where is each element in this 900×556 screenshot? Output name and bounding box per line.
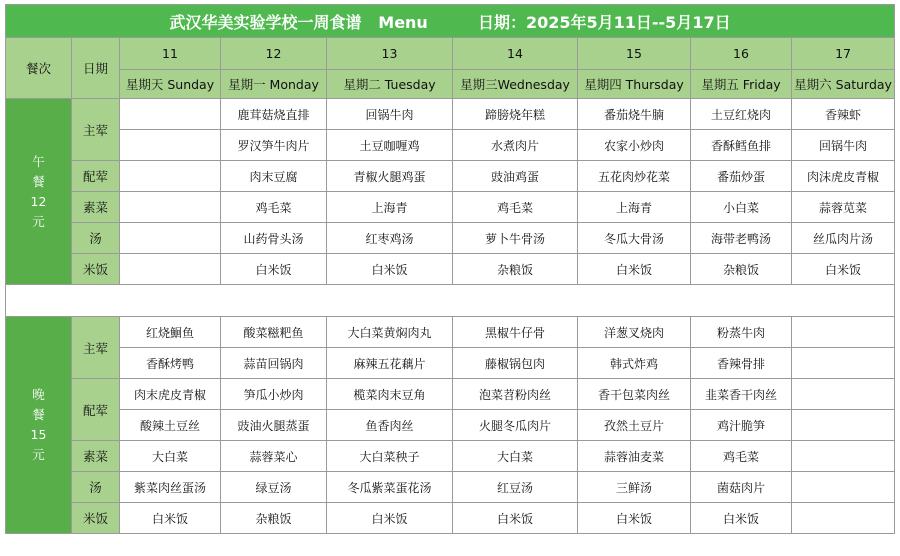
dish-cell: 回锅牛肉 [792,130,895,161]
dish-cell [120,161,221,192]
day-number-3: 14 [453,38,578,70]
table-row [6,130,895,161]
dish-cell: 冬瓜大骨汤 [578,223,691,254]
dinner-label-line: 餐 [32,407,45,422]
dinner-category-side: 配荤 [72,379,120,441]
table-row [6,348,895,379]
dish-cell: 红枣鸡汤 [327,223,453,254]
day-name-2: 星期二 Tuesday [327,70,453,99]
table-row [6,317,895,348]
dish-cell: 罗汉笋牛肉片 [221,130,327,161]
dish-cell: 洋葱叉烧肉 [578,317,691,348]
dinner-category-rice: 米饭 [72,503,120,534]
dish-cell: 杂粮饭 [691,254,792,285]
dish-cell: 上海青 [327,192,453,223]
dish-cell: 蒜蓉苋菜 [792,192,895,223]
day-name-6: 星期六 Saturday [792,70,895,99]
dish-cell: 韩式炸鸡 [578,348,691,379]
dish-cell: 蒜蓉菜心 [221,441,327,472]
dish-cell: 大白菜黄焖肉丸 [327,317,453,348]
table-row [6,99,895,130]
dinner-category-soup: 汤 [72,472,120,503]
day-number-0: 11 [120,38,221,70]
dish-cell [792,379,895,410]
lunch-label-line: 元 [32,213,45,229]
dish-cell [792,348,895,379]
dish-cell: 番茄炒蛋 [691,161,792,192]
dish-cell: 紫菜肉丝蛋汤 [120,472,221,503]
dish-cell: 小白菜 [691,192,792,223]
spacer-row [6,285,895,317]
lunch-label-line: 午 [32,153,45,169]
dish-cell: 白米饭 [578,503,691,534]
dish-cell: 白米饭 [221,254,327,285]
day-number-5: 16 [691,38,792,70]
dish-cell: 五花肉炒花菜 [578,161,691,192]
dish-cell: 三鲜汤 [578,472,691,503]
dish-cell: 菌菇肉片 [691,472,792,503]
lunch-category-rice: 米饭 [72,254,120,285]
dish-cell [792,472,895,503]
dish-cell: 香辣骨排 [691,348,792,379]
dish-cell: 萝卜牛骨汤 [453,223,578,254]
dish-cell: 蒜苗回锅肉 [221,348,327,379]
day-name-5: 星期五 Friday [691,70,792,99]
lunch-label-line: 12 [30,193,47,209]
table-row [6,472,895,503]
day-name-4: 星期四 Thursday [578,70,691,99]
dish-cell: 土豆咖喱鸡 [327,130,453,161]
table-row [6,441,895,472]
meal-header: 餐次 [6,38,72,99]
title-menu: Menu [378,12,428,32]
dish-cell: 回锅牛肉 [327,99,453,130]
table-row [6,161,895,192]
dish-cell: 鱼香肉丝 [327,410,453,441]
dish-cell: 红烧鮰鱼 [120,317,221,348]
table-row [6,379,895,410]
date-header: 日期 [72,38,120,99]
dish-cell: 青椒火腿鸡蛋 [327,161,453,192]
header-day-numbers [6,38,895,70]
dish-cell [792,317,895,348]
dish-cell: 肉沫虎皮青椒 [792,161,895,192]
lunch-category-soup: 汤 [72,223,120,254]
dish-cell [120,192,221,223]
day-number-2: 13 [327,38,453,70]
dish-cell: 白米饭 [327,503,453,534]
dish-cell: 笋瓜小炒肉 [221,379,327,410]
dish-cell: 香干包菜肉丝 [578,379,691,410]
table-row [6,223,895,254]
lunch-label-line: 餐 [32,173,45,189]
dish-cell [120,99,221,130]
dish-cell: 山药骨头汤 [221,223,327,254]
dish-cell: 鹿茸菇烧直排 [221,99,327,130]
day-number-1: 12 [221,38,327,70]
dish-cell: 杂粮饭 [453,254,578,285]
day-number-6: 17 [792,38,895,70]
dish-cell: 香酥烤鸭 [120,348,221,379]
spacer-cell [6,285,895,317]
dish-cell: 农家小炒肉 [578,130,691,161]
dinner-label-line: 元 [32,447,45,462]
dish-cell: 大白菜 [120,441,221,472]
menu-table [5,4,895,534]
title-bar [6,5,895,38]
dish-cell: 海带老鸭汤 [691,223,792,254]
dinner-category-veg: 素菜 [72,441,120,472]
dish-cell: 火腿冬瓜肉片 [453,410,578,441]
title-school: 武汉华美实验学校一周食谱 [169,12,362,32]
dish-cell: 白米饭 [327,254,453,285]
table-row [6,410,895,441]
dish-cell: 香辣虾 [792,99,895,130]
dish-cell: 土豆红烧肉 [691,99,792,130]
day-name-1: 星期一 Monday [221,70,327,99]
table-row [6,503,895,534]
title-date: 日期：2025年5月11日--5月17日 [477,12,731,32]
dish-cell: 藤椒锅包肉 [453,348,578,379]
dish-cell: 泡菜苕粉肉丝 [453,379,578,410]
dish-cell [792,503,895,534]
dish-cell: 鸡毛菜 [453,192,578,223]
dish-cell: 麻辣五花藕片 [327,348,453,379]
day-name-3: 星期三Wednesday [453,70,578,99]
lunch-label [6,99,72,285]
dish-cell: 肉末虎皮青椒 [120,379,221,410]
dish-cell: 粉蒸牛肉 [691,317,792,348]
dish-cell: 冬瓜紫菜蛋花汤 [327,472,453,503]
dish-cell: 白米饭 [691,503,792,534]
dinner-category-main: 主荤 [72,317,120,379]
dish-cell [792,441,895,472]
dish-cell: 白米饭 [578,254,691,285]
dish-cell: 大白菜 [453,441,578,472]
dish-cell: 酸菜糍粑鱼 [221,317,327,348]
dish-cell: 杂粮饭 [221,503,327,534]
lunch-category-veg: 素菜 [72,192,120,223]
dish-cell: 榄菜肉末豆角 [327,379,453,410]
dish-cell: 酸辣土豆丝 [120,410,221,441]
dish-cell: 上海青 [578,192,691,223]
lunch-category-main: 主荤 [72,99,120,161]
dish-cell: 韭菜香干肉丝 [691,379,792,410]
table-row [6,192,895,223]
dish-cell: 黑椒牛仔骨 [453,317,578,348]
lunch-category-side: 配荤 [72,161,120,192]
dish-cell: 白米饭 [120,503,221,534]
weekly-menu [5,4,894,534]
header-day-names [6,70,895,99]
dish-cell: 鸡毛菜 [221,192,327,223]
day-number-4: 15 [578,38,691,70]
dish-cell: 水煮肉片 [453,130,578,161]
dish-cell: 番茄烧牛腩 [578,99,691,130]
title-row [6,5,895,38]
table-row [6,254,895,285]
dish-cell: 肉末豆腐 [221,161,327,192]
dish-cell [120,130,221,161]
dinner-label-line: 15 [30,427,47,442]
dinner-label-line: 晚 [32,387,45,402]
dish-cell: 大白菜秧子 [327,441,453,472]
dish-cell: 豉油火腿蒸蛋 [221,410,327,441]
dish-cell: 蹄膀烧年糕 [453,99,578,130]
dish-cell [120,223,221,254]
dish-cell: 豉油鸡蛋 [453,161,578,192]
day-name-0: 星期天 Sunday [120,70,221,99]
dish-cell: 丝瓜肉片汤 [792,223,895,254]
dish-cell: 绿豆汤 [221,472,327,503]
dish-cell: 蒜蓉油麦菜 [578,441,691,472]
dish-cell: 白米饭 [792,254,895,285]
dish-cell: 红豆汤 [453,472,578,503]
dish-cell: 香酥鳕鱼排 [691,130,792,161]
dish-cell: 鸡毛菜 [691,441,792,472]
dinner-label [6,317,72,534]
dish-cell [792,410,895,441]
dish-cell [120,254,221,285]
dish-cell: 孜然土豆片 [578,410,691,441]
dish-cell: 鸡汁脆笋 [691,410,792,441]
dish-cell: 白米饭 [453,503,578,534]
